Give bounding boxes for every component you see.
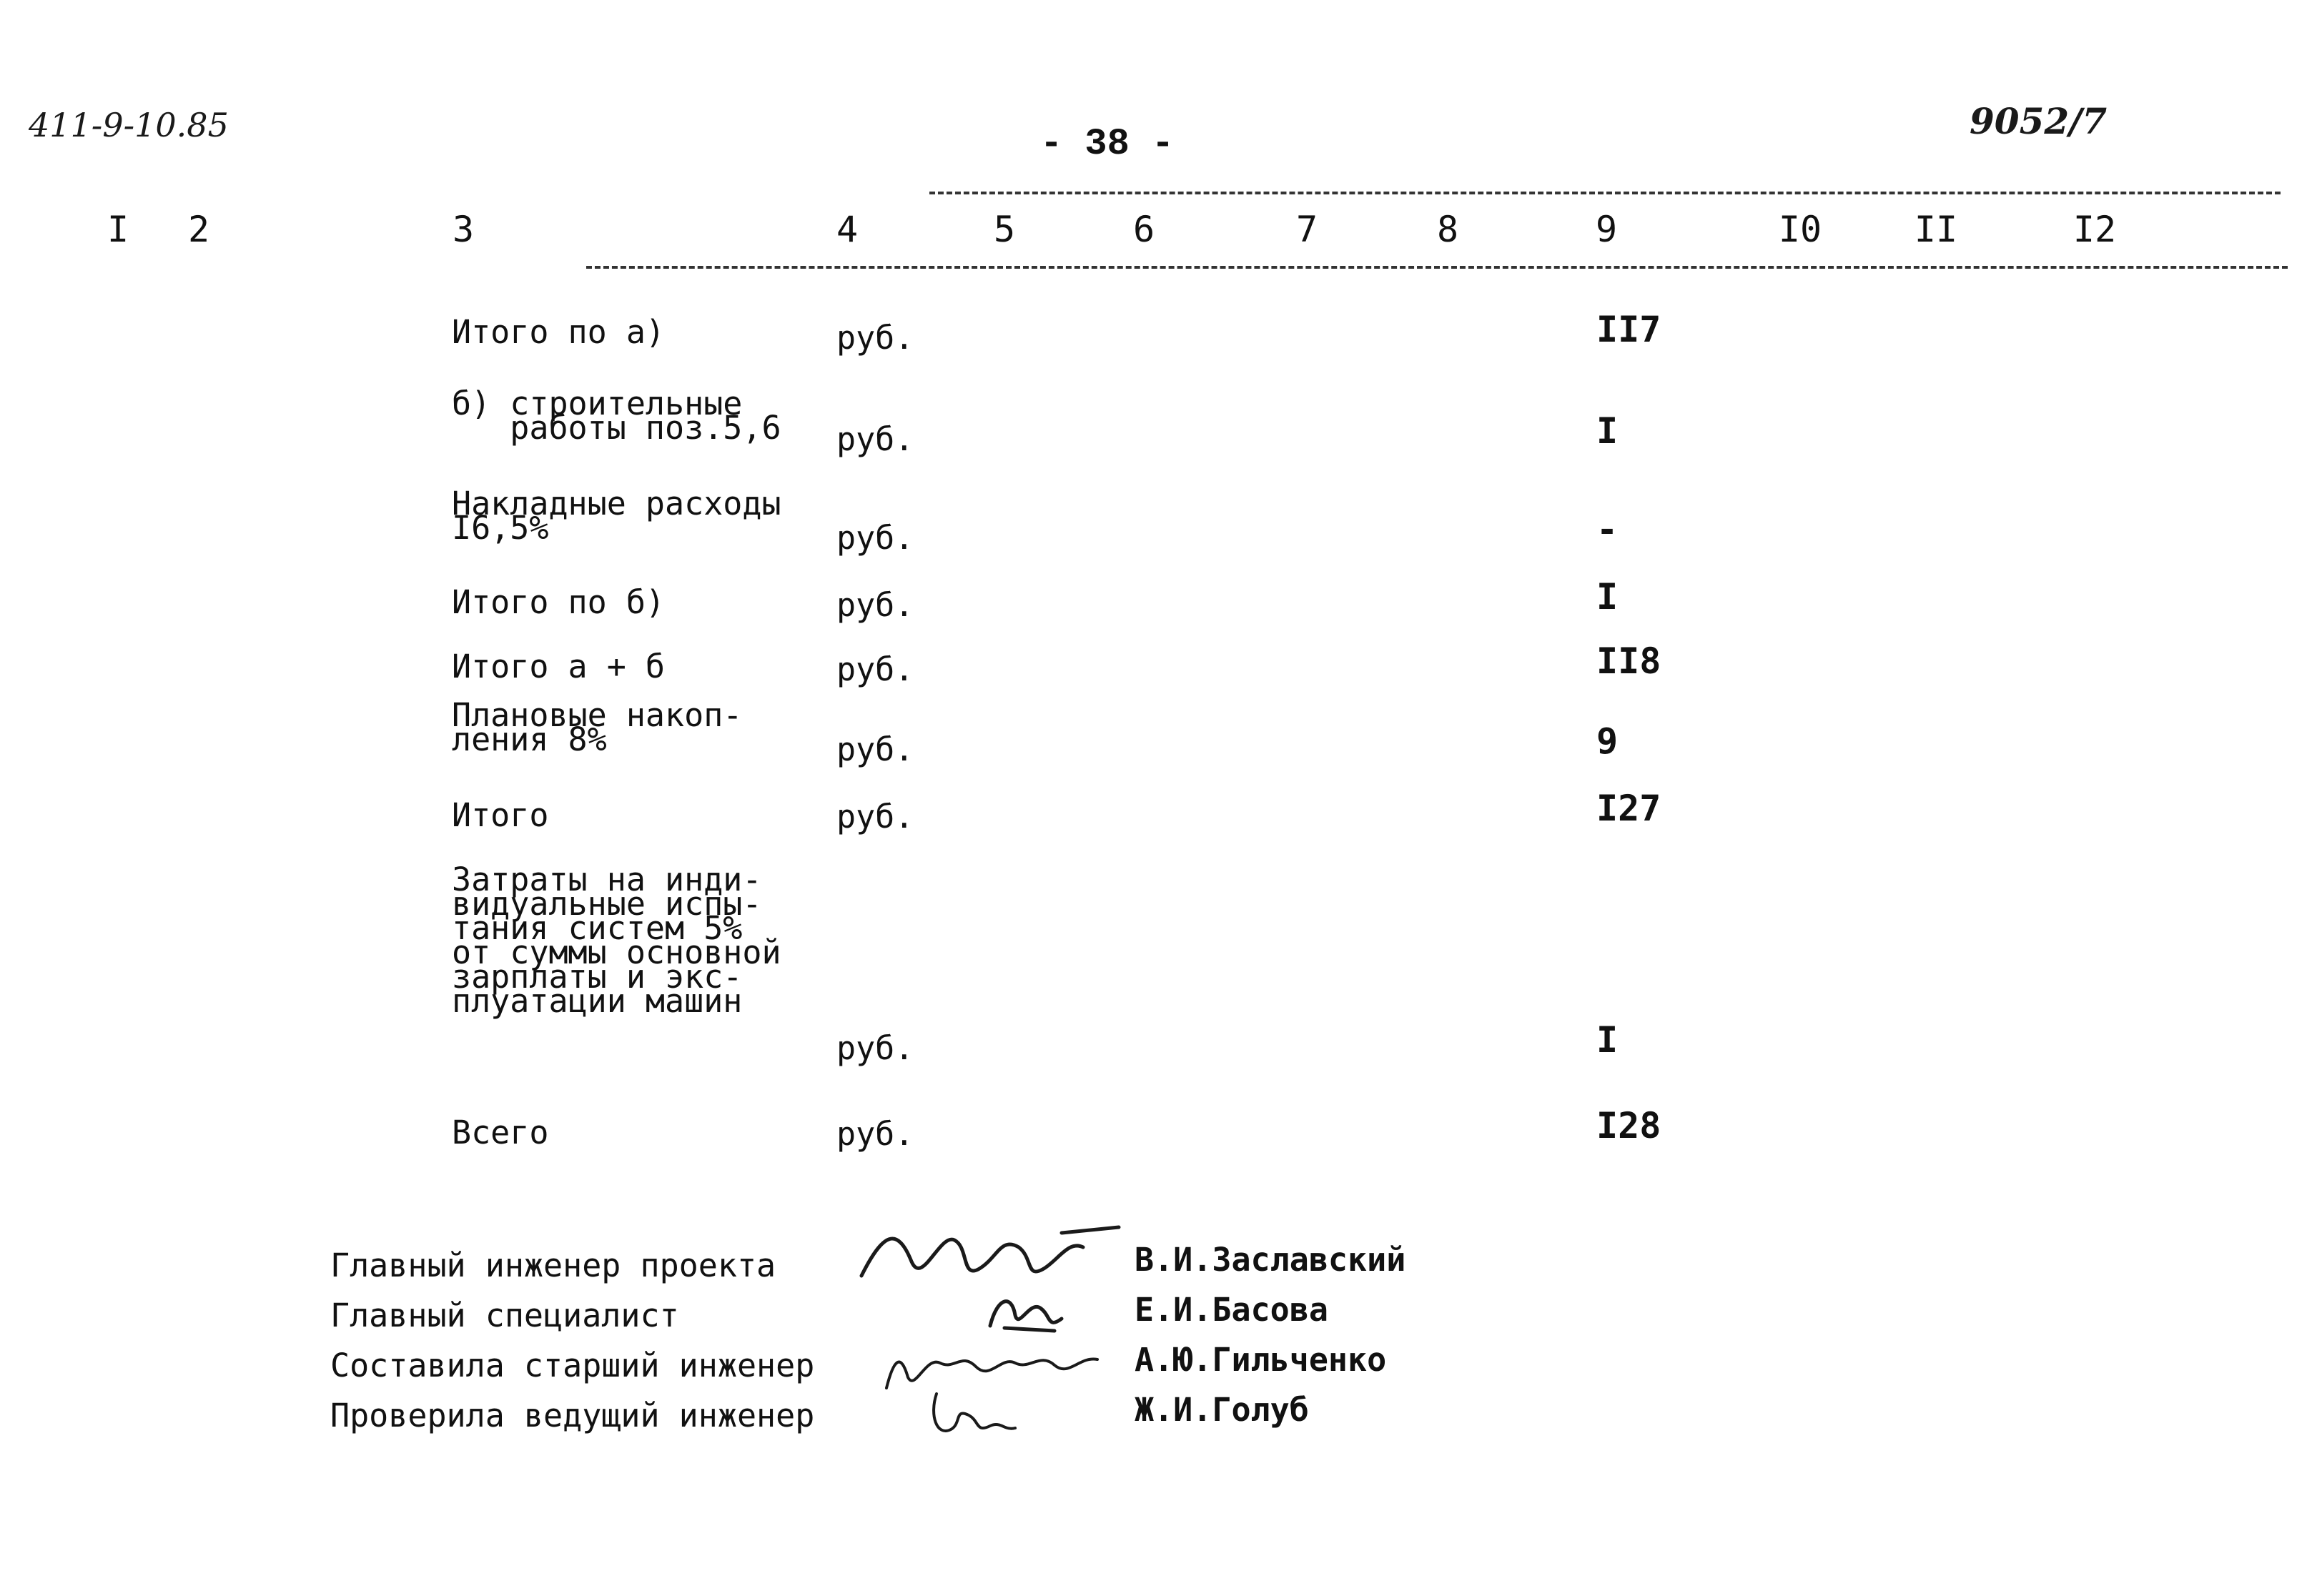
signature-name: В.И.Заславский — [1135, 1241, 1406, 1279]
column-number-6: 6 — [1132, 209, 1155, 250]
column-number-2: 2 — [187, 209, 210, 250]
header-bottom-rule — [586, 266, 2288, 269]
row-unit: руб. — [836, 519, 914, 557]
row-label: Затраты на инди- видуальные испы- тания систем 5% от суммы основной зарплаты и экс- плуатации машин — [452, 861, 781, 1020]
row-unit: руб. — [836, 650, 914, 688]
row-unit: руб. — [836, 798, 914, 836]
row-unit: руб. — [836, 730, 914, 768]
signature-scribble-4 — [922, 1387, 1022, 1444]
row-value: - — [1596, 509, 1619, 550]
signature-name: Ж.И.Голуб — [1135, 1391, 1309, 1429]
signature-role: Составила старший инженер — [330, 1347, 815, 1384]
row-unit: руб. — [836, 586, 914, 624]
row-value: I — [1596, 1019, 1619, 1061]
row-label: Накладные расходы I6,5% — [452, 485, 781, 547]
signature-scribble-1 — [854, 1219, 1126, 1290]
row-label: Плановые накоп- ления 8% — [452, 696, 743, 758]
row-value: I — [1596, 410, 1619, 452]
column-number-10: I0 — [1778, 209, 1822, 250]
row-unit: руб. — [836, 420, 914, 458]
row-unit: руб. — [836, 1029, 914, 1067]
row-value: 9 — [1596, 720, 1619, 762]
row-label: Итого а + б — [452, 648, 666, 685]
column-number-3: 3 — [452, 209, 475, 250]
column-number-4: 4 — [836, 209, 859, 250]
row-value: I28 — [1596, 1105, 1661, 1146]
row-value: I — [1596, 576, 1619, 618]
signature-name: А.Ю.Гильченко — [1135, 1341, 1387, 1379]
row-value: II7 — [1596, 309, 1661, 350]
column-number-1: I — [107, 209, 129, 250]
row-unit: руб. — [836, 319, 914, 357]
column-number-7: 7 — [1295, 209, 1318, 250]
row-value: II8 — [1596, 640, 1661, 682]
header-top-rule — [929, 192, 2281, 194]
signature-scribble-2 — [983, 1287, 1076, 1337]
signature-name: Е.И.Басова — [1135, 1291, 1328, 1329]
row-label: б) строительные работы поз.5,6 — [452, 385, 781, 447]
signature-role: Главный инженер проекта — [330, 1246, 776, 1284]
column-number-12: I2 — [2072, 209, 2117, 250]
row-label: Итого — [452, 796, 549, 834]
sheet-reference: 9052/7 — [1970, 100, 2108, 142]
signature-role: Проверила ведущий инженер — [330, 1397, 815, 1434]
row-label: Итого по а) — [452, 313, 666, 351]
column-number-11: II — [1914, 209, 1958, 250]
row-label: Всего — [452, 1114, 549, 1151]
signature-role: Главный специалист — [330, 1297, 679, 1334]
row-value: I27 — [1596, 788, 1661, 829]
column-number-9: 9 — [1595, 209, 1618, 250]
row-unit: руб. — [836, 1115, 914, 1153]
column-number-5: 5 — [993, 209, 1016, 250]
page-number: - 38 - — [1040, 123, 1175, 165]
document-code: 411-9-10.85 — [29, 106, 229, 144]
row-label: Итого по б) — [452, 583, 666, 621]
column-number-8: 8 — [1436, 209, 1459, 250]
